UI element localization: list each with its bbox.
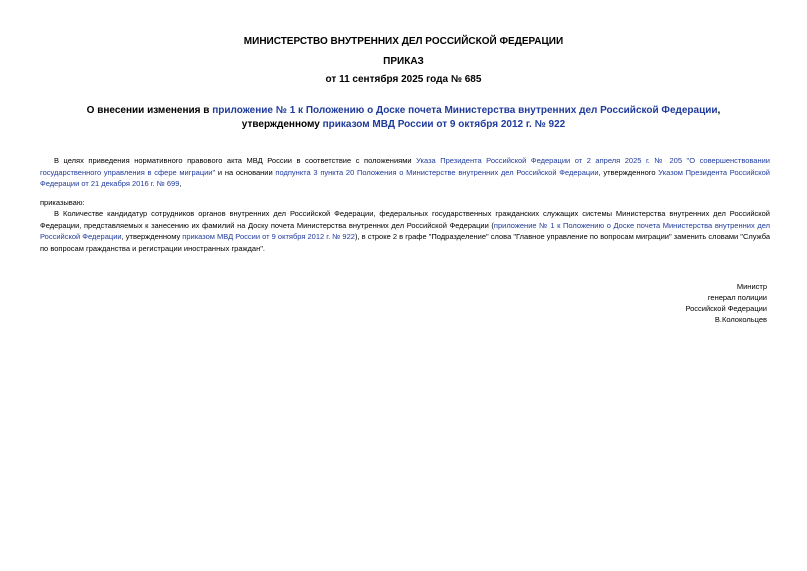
preamble-text: , утвержденного xyxy=(598,167,659,177)
preamble-link-regulation[interactable]: подпункта 3 пункта 20 Положения о Министерстве внутренних дел Российской Федерации xyxy=(275,167,599,177)
document-title xyxy=(50,104,757,132)
preamble-text: и на основании xyxy=(215,167,276,177)
title-link-appendix[interactable]: приложение № 1 к Положению о Доске почета Министерства внутренних дел Российской Федерации xyxy=(212,105,718,116)
order-date-number: от 11 сентября 2025 года № 685 xyxy=(325,74,482,85)
signature-country: Российской Федерации xyxy=(685,304,767,313)
body-text: , утвержденному xyxy=(121,232,183,241)
order-word: приказываю: xyxy=(40,198,85,207)
preamble-text: , xyxy=(179,179,182,188)
title-text: О внесении изменения в xyxy=(86,105,213,116)
signature-name: В.Колокольцев xyxy=(714,315,767,324)
body-link-order[interactable]: приказом МВД России от 9 октября 2012 г. № 922 xyxy=(182,232,355,241)
body-paragraph xyxy=(40,208,770,254)
ministry-heading: МИНИСТЕРСТВО ВНУТРЕННИХ ДЕЛ РОССИЙСКОЙ ФЕДЕРАЦИИ xyxy=(243,36,564,47)
preamble-link-decree-699[interactable]: Указом Президента Российской Федерации от 21 декабря 2016 г. № 699 xyxy=(40,167,770,188)
preamble-text: В целях приведения нормативного правового акта МВД России в соответствие с положениями xyxy=(54,156,417,165)
body-link-appendix[interactable]: приложение № 1 к Положению о Доске почета Министерства внутренних дел Российской Федерации xyxy=(40,220,770,241)
body-text: В Количестве кандидатур сотрудников органов внутренних дел Российской Федерации, федеральных государственных гражданских служащих системы Министерства внутренних дел Российской Федерации, представляемых к занесению их фамилий на Доску почета Министерства внутренних дел Российской Федерации ( xyxy=(40,209,770,230)
signature-position: Министр xyxy=(736,282,767,291)
signature-block xyxy=(685,281,767,325)
body-text: ), в строке 2 в графе "Подразделение" слова "Главное управление по вопросам миграции" заменить словами "Служба по вопросам гражданства и регистрации иностранных граждан". xyxy=(40,232,770,253)
title-text: , утвержденному xyxy=(241,105,721,130)
preamble-link-decree-205[interactable]: Указа Президента Российской Федерации от 2 апреля 2025 г. № 205 "О совершенствовании государственного управления в сфере миграции" xyxy=(40,156,770,177)
preamble-paragraph xyxy=(40,155,770,190)
order-heading: ПРИКАЗ xyxy=(383,56,424,67)
signature-rank: генерал полиции xyxy=(707,293,767,302)
title-link-order[interactable]: приказом МВД России от 9 октября 2012 г. № 922 xyxy=(322,119,566,130)
